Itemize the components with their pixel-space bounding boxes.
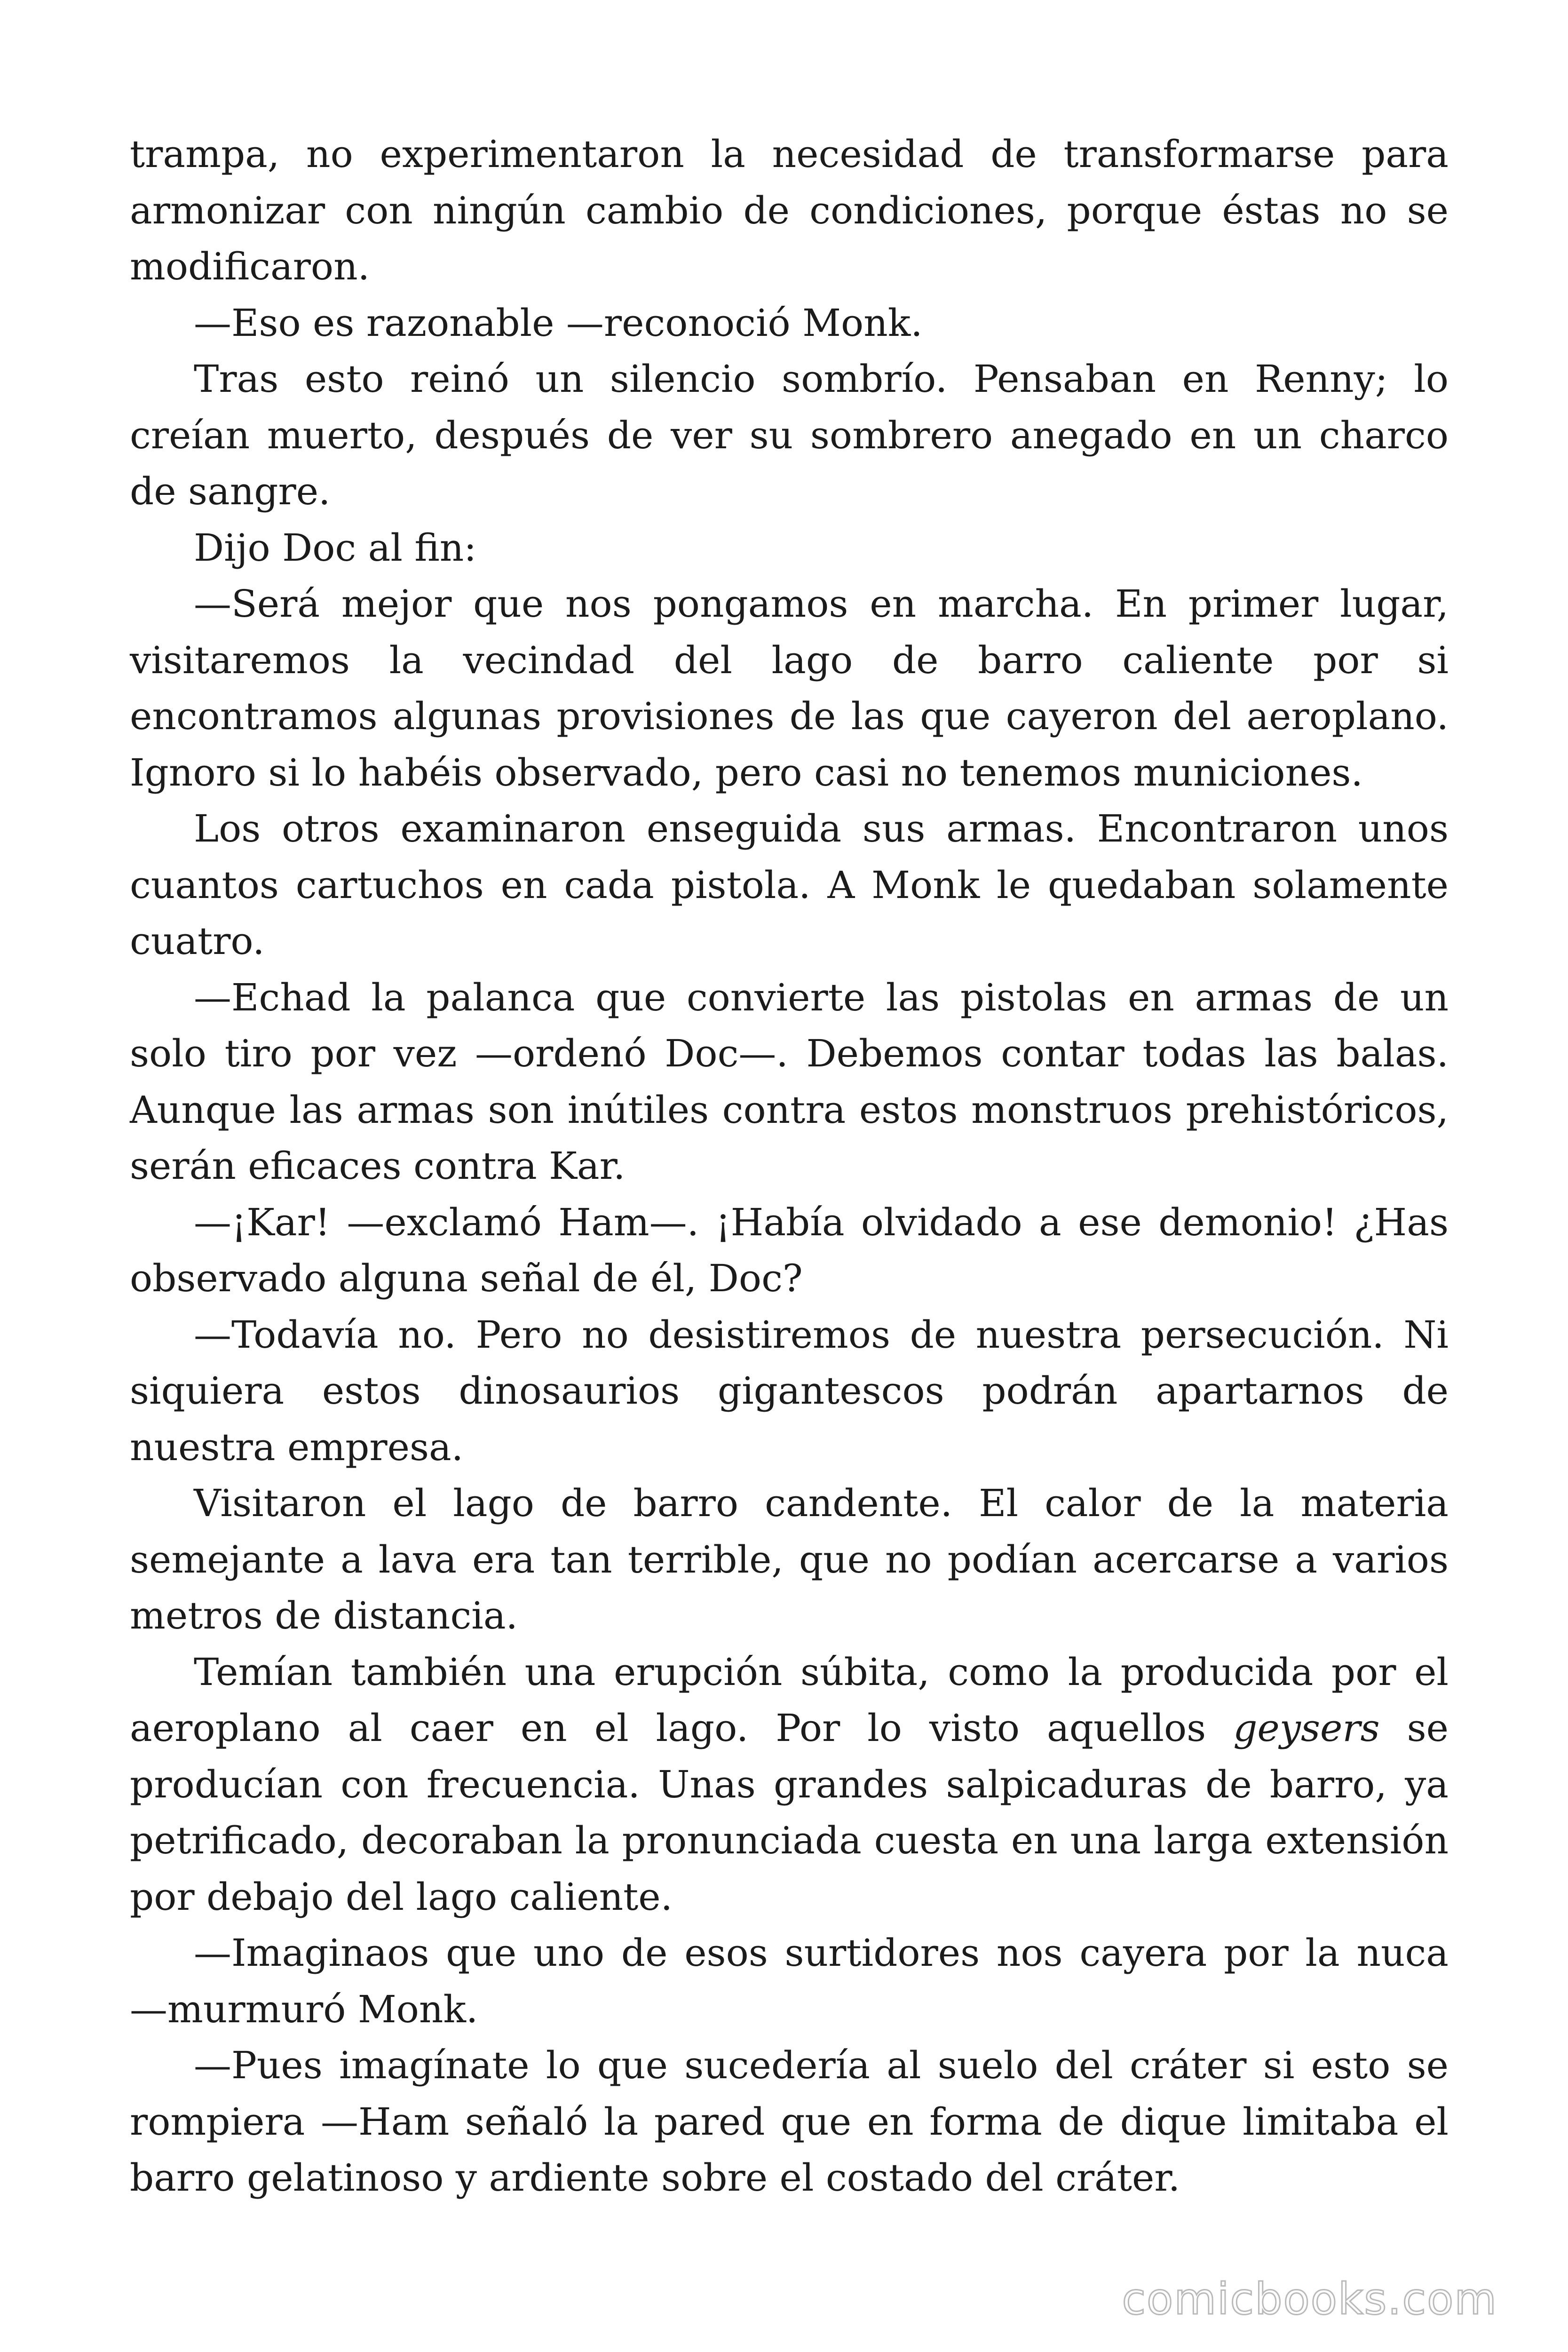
paragraph: Visitaron el lago de barro candente. El calor de la materia semejante a lava era tan terrible, que no podían acercarse a varios metros de distancia. [130, 1481, 1449, 1637]
paragraph: —Todavía no. Pero no desistiremos de nuestra persecución. Ni siquiera estos dinosaurios gigantescos podrán apartarnos de nuestra empresa. [130, 1312, 1449, 1469]
body-text [130, 126, 1449, 2206]
italic-word: geysers [1233, 1706, 1380, 1750]
paragraph: —Echad la palanca que convierte las pistolas en armas de un solo tiro por vez —ordenó Doc—. Debemos contar todas las balas. Aunque las armas son inútiles contra estos monstruos prehistóricos, serán eficaces contra Kar. [130, 975, 1449, 1188]
paragraph-continued: trampa, no experimentaron la necesidad de transformarse para armonizar con ningún cambio de condiciones, porque éstas no se modificaron. [130, 132, 1449, 288]
watermark: comicbooks.com [1122, 2274, 1497, 2324]
paragraph: Los otros examinaron enseguida sus armas. Encontraron unos cuantos cartuchos en cada pistola. A Monk le quedaban solamente cuatro. [130, 807, 1449, 963]
paragraph-with-italic [130, 1644, 1449, 1925]
paragraph: —Imaginaos que uno de esos surtidores nos cayera por la nuca —murmuró Monk. [130, 1931, 1449, 2031]
paragraph: Dijo Doc al fin: [194, 525, 477, 570]
paragraph: —Eso es razonable —reconoció Monk. [194, 301, 923, 345]
paragraph-text: se producían con frecuencia. Unas grandes salpicaduras de barro, ya petrificado, decoraban la pronunciada cuesta en una larga extensión por debajo del lago caliente. [130, 1706, 1449, 1919]
paragraph-text: Temían también una erupción súbita, como la producida por el aeroplano al caer en el lago. Por lo visto aquellos [130, 1650, 1449, 1750]
paragraph: —Pues imagínate lo que sucedería al suelo del cráter si esto se rompiera —Ham señaló la pared que en forma de dique limitaba el barro gelatinoso y ardiente sobre el costado del cráter. [130, 2043, 1449, 2200]
paragraph: —Será mejor que nos pongamos en marcha. En primer lugar, visitaremos la vecindad del lago de barro caliente por si encontramos algunas provisiones de las que cayeron del aeroplano. Ignoro si lo habéis observado, pero casi no tenemos municiones. [130, 582, 1449, 795]
paragraph: Tras esto reinó un silencio sombrío. Pensaban en Renny; lo creían muerto, después de ver su sombrero anegado en un charco de sangre. [130, 357, 1449, 513]
paragraph: —¡Kar! —exclamó Ham—. ¡Había olvidado a ese demonio! ¿Has observado alguna señal de él, Doc? [130, 1200, 1449, 1300]
